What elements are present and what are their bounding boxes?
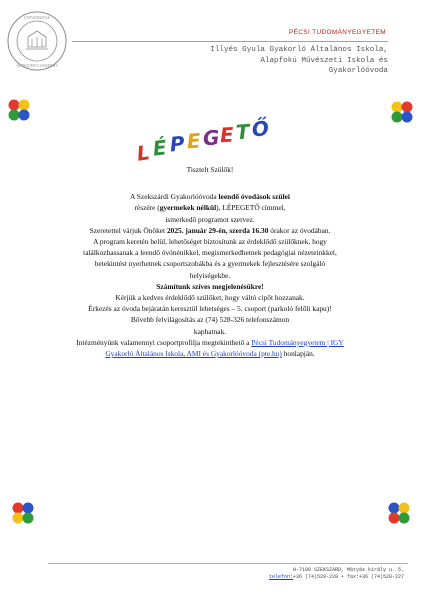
- title-letter: É: [151, 135, 168, 161]
- svg-text:QUINQUEECCLESIENSIS: QUINQUEECCLESIENSIS: [16, 64, 58, 68]
- footer-divider: [48, 563, 408, 564]
- svg-text:UNIVERSITAS: UNIVERSITAS: [24, 15, 50, 20]
- footer-address: H-7100 SZEKSZÁRD, Mátyás király u. 5.: [292, 567, 404, 573]
- paragraph: [20, 202, 400, 213]
- text-run-bold: gyermekek nélkül: [159, 203, 217, 213]
- title-letter: Ő: [250, 115, 271, 142]
- text-run: részére (: [134, 203, 160, 213]
- text-run: órakor az óvodában.: [268, 225, 331, 235]
- text-run: A Szekszárdi Gyakorlóóvoda: [130, 192, 219, 202]
- title-letter: E: [219, 122, 235, 148]
- header-divider: [72, 41, 388, 42]
- text-run: Intézményünk valamennyi csoportprofilja megtekinthető a: [76, 337, 252, 347]
- paragraph: A program keretén belül, lehetőséget biztosítunk az érdeklődő szülőknek, hogy: [93, 237, 327, 247]
- paragraph: [20, 337, 400, 348]
- title-letter: L: [135, 140, 152, 166]
- four-leaf-clover-icon: [386, 500, 412, 526]
- university-name: PÉCSI TUDOMÁNYEGYETEM: [288, 29, 386, 36]
- four-leaf-clover-icon: [6, 97, 32, 123]
- text-run: Szeretettel várjuk Önöket: [89, 225, 167, 235]
- four-leaf-clover-icon: [389, 99, 415, 125]
- pte-link[interactable]: Gyakorló Általános Iskola, AMI és Gyakorlóóvoda (pte.hu): [105, 349, 282, 359]
- paragraph: ismerkedő programot szervez.: [165, 214, 255, 224]
- text-run: honlapján.: [281, 349, 315, 359]
- school-name-line-2: Alapfokú Művészeti Iskola és: [260, 56, 388, 65]
- school-name-line-1: Illyés Gyula Gyakorló Általános Iskola,: [210, 46, 388, 54]
- four-leaf-clover-icon: [10, 500, 36, 526]
- university-seal-icon: [6, 10, 68, 72]
- paragraph: [20, 348, 400, 359]
- pte-link[interactable]: Pécsi Tudományegyetem | IGY: [251, 337, 344, 347]
- title-letter: T: [235, 119, 251, 145]
- text-run-bold: 2025. január 29-én, szerda 16.30: [166, 225, 269, 235]
- title-letter: E: [186, 128, 202, 154]
- paragraph: kaphatnak.: [193, 326, 227, 336]
- footer-phone-fax: +36 (74)528-228 • fax:+36 (74)528-227: [292, 574, 404, 580]
- title-letter: P: [168, 131, 186, 157]
- school-name: [210, 45, 388, 77]
- paragraph: betekintést nyerhetnek csoportszobákba és a gyermekek fejlesztésére szolgáló: [94, 259, 326, 269]
- paragraph: Kérjük a kedves érdeklődő szülőket, hogy váltó cipőt hozzanak.: [115, 293, 305, 303]
- paragraph: helyiségekbe.: [189, 270, 231, 280]
- footer-contact: [269, 574, 404, 581]
- title-letter: G: [202, 125, 220, 151]
- paragraph: találkozhassanak a leendő óvónénikkel, megismerkedhetnek pedagógiai nézeteinkkel,: [83, 248, 337, 258]
- title-lepegeto: [133, 114, 275, 166]
- school-name-line-3: Gyakorlóóvoda: [328, 67, 388, 76]
- greeting: Tisztelt Szülők!: [186, 165, 234, 174]
- phone-link[interactable]: telefon:: [268, 574, 293, 580]
- letter-body: [20, 164, 400, 359]
- paragraph: Érkezés az óvoda bejáratán keresztül lehetséges – 5. csoport (parkoló felőli kapu)!: [88, 304, 332, 314]
- text-run-bold: leendő óvodások szülei: [218, 192, 290, 202]
- paragraph: Bővebb felvilágosítás az (74) 528-326 telefonszámon: [130, 315, 290, 325]
- text-run: ), LÉPEGETŐ címmel,: [216, 203, 286, 213]
- footer: [269, 567, 404, 581]
- paragraph: [20, 225, 400, 236]
- paragraph: [20, 191, 400, 202]
- text-run-bold: Számítunk szíves megjelenésükre!: [156, 281, 264, 291]
- paragraph-bold: [20, 281, 400, 292]
